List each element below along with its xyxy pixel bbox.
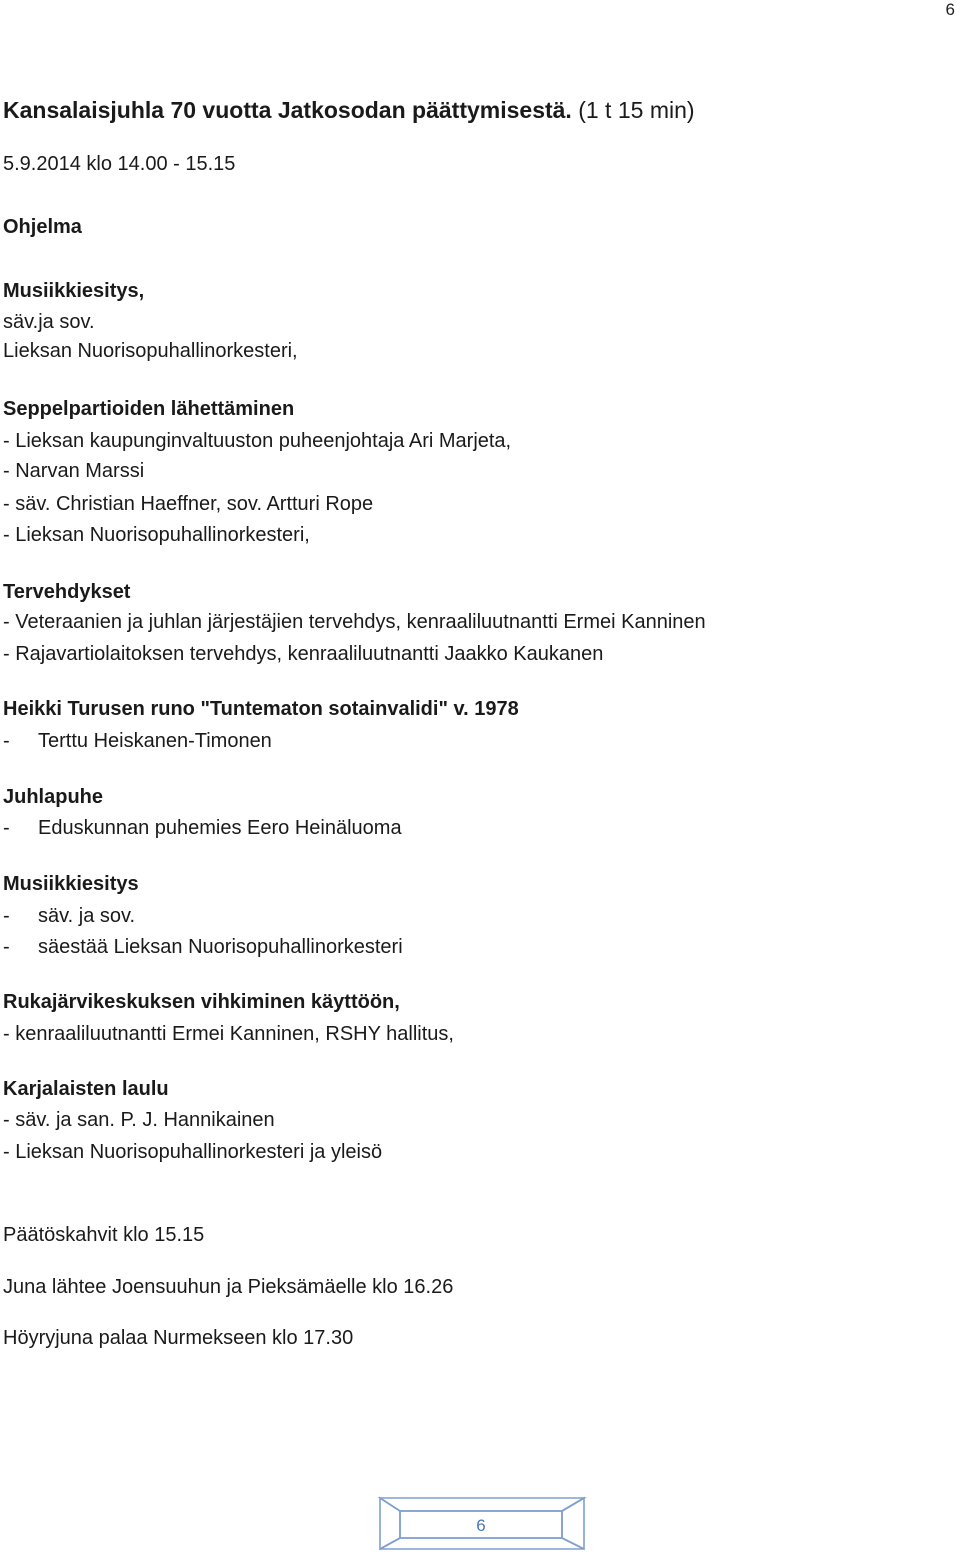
music2-line1 [3,903,135,929]
document-title [3,95,695,125]
list-dash: - [3,817,10,839]
closing-coffee: Päätöskahvit klo 15.15 [3,1224,205,1246]
speech-speaker: Eduskunnan puhemies Eero Heinäluoma [38,817,402,839]
music2-line2 [3,934,403,960]
greetings-heading: Tervehdykset [3,581,131,603]
speech-heading: Juhlapuhe [3,786,104,808]
wreath-line2: - Narvan Marssi [3,460,145,482]
music2-composer: säv. ja sov. [38,905,136,927]
frame-inner-box [400,1511,562,1538]
event-date: 5.9.2014 klo 14.00 - 15.15 [3,153,236,175]
greetings-line2: - Rajavartiolaitoksen tervehdys, kenraaliluutnantti Jaakko Kaukanen [3,643,604,665]
poem-performer: Terttu Heiskanen-Timonen [38,730,272,752]
wreath-line3: - säv. Christian Haeffner, sov. Artturi Rope [3,493,374,515]
song-heading: Karjalaisten laulu [3,1078,169,1100]
music2-accompaniment: säestää Lieksan Nuorisopuhallinorkesteri [38,936,403,958]
frame-right-bevel [562,1498,584,1549]
wreath-line4: - Lieksan Nuorisopuhallinorkesteri, [3,524,310,546]
list-dash: - [3,936,10,958]
closing-train1: Juna lähtee Joensuuhun ja Pieksämäelle klo 16.26 [3,1276,454,1298]
wreath-heading: Seppelpartioiden lähettäminen [3,398,295,420]
title-duration: (1 t 15 min) [578,97,695,123]
title-main: Kansalaisjuhla 70 vuotta Jatkosodan päättymisestä. [3,97,572,123]
inauguration-line1: - kenraaliluutnantti Ermei Kanninen, RSHY hallitus, [3,1023,454,1045]
music1-heading: Musiikkiesitys, [3,280,145,302]
closing-train2: Höyryjuna palaa Nurmekseen klo 17.30 [3,1327,354,1349]
inauguration-heading: Rukajärvikeskuksen vihkiminen käyttöön, [3,991,400,1013]
footer-page-number: 6 [476,1516,486,1535]
program-heading: Ohjelma [3,216,82,238]
song-line2: - Lieksan Nuorisopuhallinorkesteri ja yleisö [3,1141,383,1163]
song-line1: - säv. ja san. P. J. Hannikainen [3,1109,275,1131]
greetings-line1: - Veteraanien ja juhlan järjestäjien tervehdys, kenraaliluutnantti Ermei Kanninen [3,611,706,633]
frame-left-bevel [380,1498,400,1549]
frame-bottom-bevel [380,1538,584,1549]
frame-top-bevel [380,1498,584,1511]
poem-heading: Heikki Turusen runo "Tuntematon sotainvalidi" v. 1978 [3,698,519,720]
music1-line2: Lieksan Nuorisopuhallinorkesteri, [3,340,298,362]
music1-line1: säv.ja sov. [3,311,95,333]
poem-line1 [3,728,272,754]
list-dash: - [3,730,10,752]
page-number-top: 6 [945,0,955,19]
speech-line1 [3,815,402,841]
list-dash: - [3,905,10,927]
music2-heading: Musiikkiesitys [3,873,139,895]
wreath-line1: - Lieksan kaupunginvaltuuston puheenjohtaja Ari Marjeta, [3,430,512,452]
